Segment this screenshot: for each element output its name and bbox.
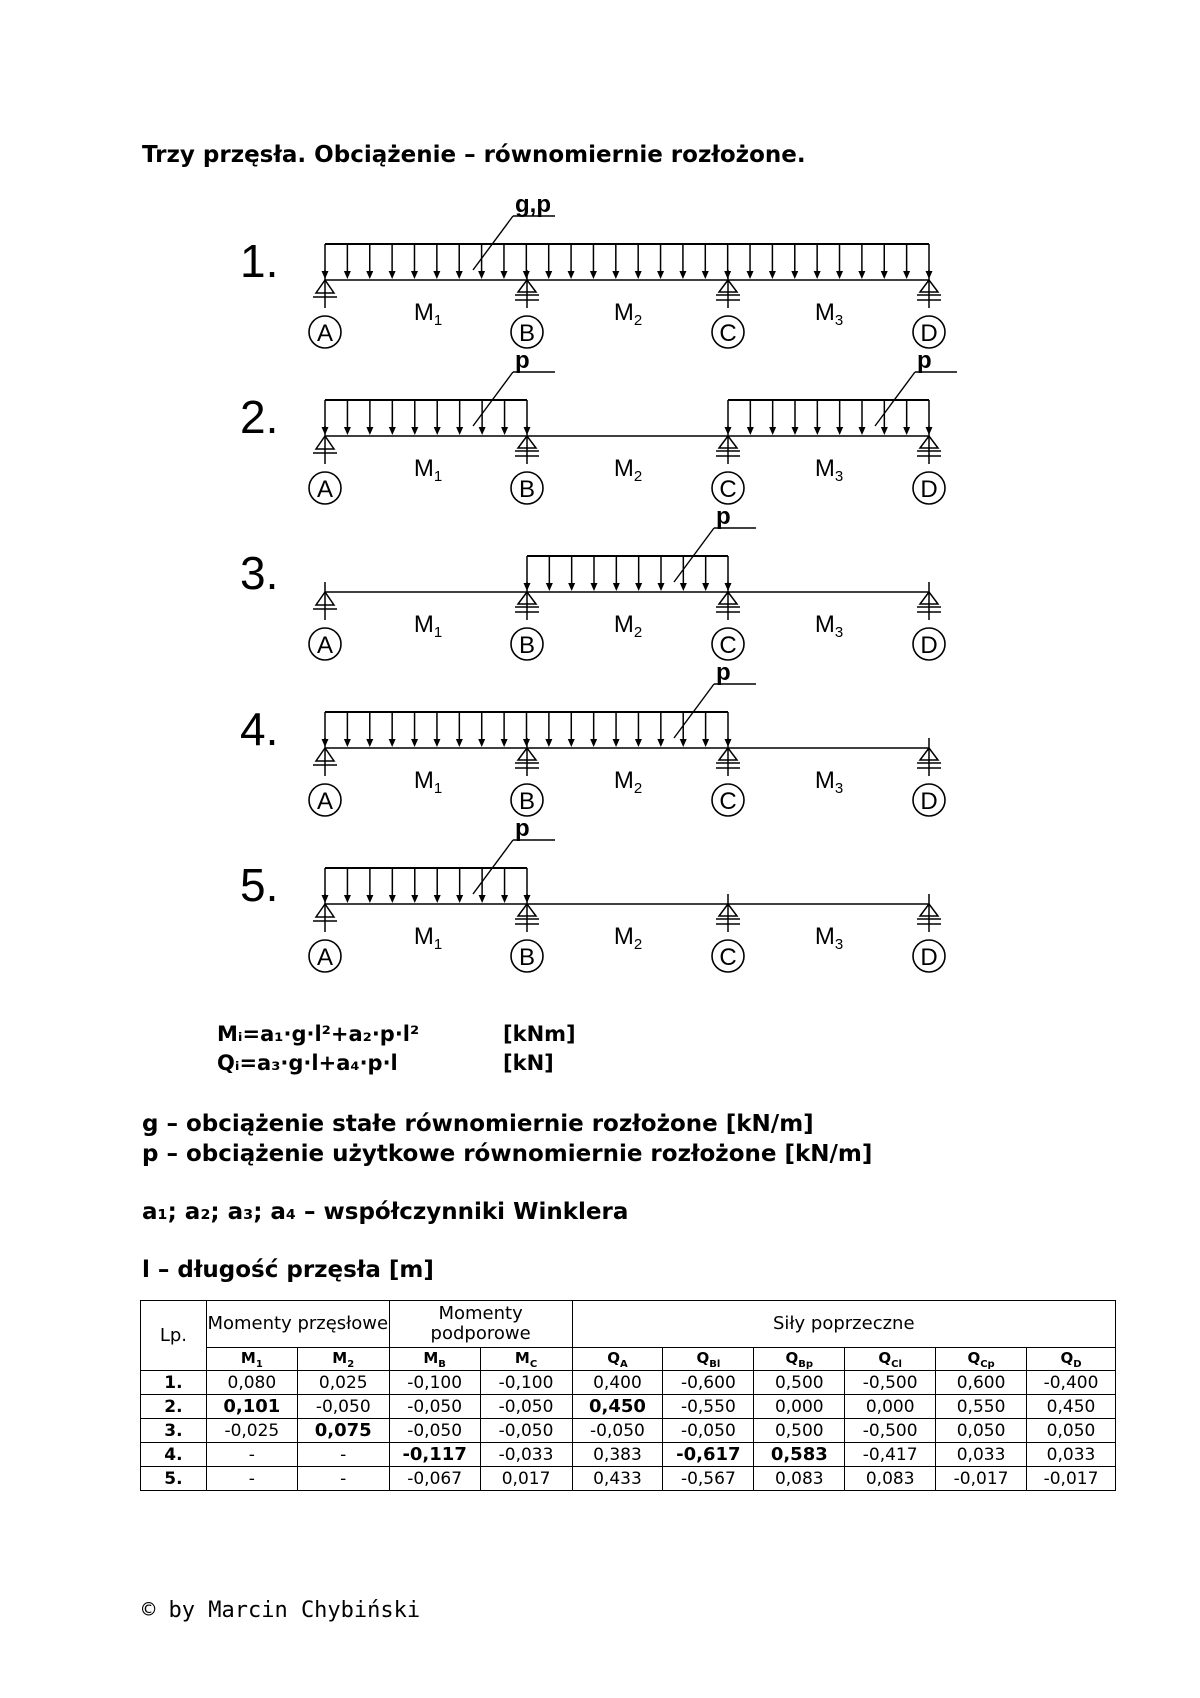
definition-l: l – długość przęsła [m] (142, 1257, 434, 1283)
col-mc: $M_C$ (480, 1348, 572, 1371)
scheme-number: 2. (240, 391, 279, 443)
load-arrow-head (612, 271, 619, 279)
load-arrow-head (322, 271, 329, 279)
load-arrow-head (724, 271, 731, 279)
col-qcl: $Q_{Cl}$ (845, 1348, 936, 1371)
load-arrow-head (926, 271, 933, 279)
span-moment-label: $M_2$ (613, 767, 643, 797)
load-arrow-head (613, 583, 620, 591)
table-cell: -0,017 (1027, 1467, 1116, 1491)
table-cell: 0,400 (572, 1371, 663, 1395)
table-cell: - (206, 1443, 297, 1467)
span-moment-label: $M_1$ (413, 455, 443, 485)
table-cell: 0,383 (572, 1443, 663, 1467)
table-cell: 0,000 (845, 1395, 936, 1419)
moment-formula: Mᵢ=a₁·g·l²+a₂·p·l² (217, 1022, 420, 1046)
definition-p: p – obciążenie użytkowe równomiernie rozłożone [kN/m] (142, 1141, 873, 1167)
support-label-c: C (719, 788, 737, 815)
definition-winkler: a₁; a₂; a₃; a₄ – współczynniki Winklera (142, 1199, 629, 1225)
page-title: Trzy przęsła. Obciążenie – równomiernie rozłożone. (142, 142, 806, 168)
span-moment-label: $M_3$ (814, 611, 844, 641)
table-cell: 0,050 (936, 1419, 1027, 1443)
load-label: g,p (515, 191, 551, 218)
support-label-d: D (920, 320, 938, 347)
load-arrow-head (434, 427, 441, 435)
load-label: p (917, 347, 932, 374)
load-arrow-head (568, 271, 575, 279)
load-arrow-head (635, 739, 642, 747)
table-cell: 0,033 (1027, 1443, 1116, 1467)
load-arrow-head (725, 739, 732, 747)
load-arrow-head (769, 427, 776, 435)
load-arrow-head (881, 271, 888, 279)
load-arrow-head (500, 271, 507, 279)
load-arrow-head (524, 427, 531, 435)
load-arrow-head (434, 895, 441, 903)
load-arrow-head (545, 271, 552, 279)
load-arrow-head (456, 427, 463, 435)
table-cell: 0,450 (572, 1395, 663, 1419)
row-number: 2. (141, 1395, 207, 1419)
table-cell: -0,500 (845, 1371, 936, 1395)
load-arrow-head (814, 427, 821, 435)
table-cell: 0,433 (572, 1467, 663, 1491)
support-moments-header: Momenty podporowe (389, 1301, 572, 1348)
span-moment-label: $M_2$ (613, 611, 643, 641)
col-qbl: $Q_{Bl}$ (663, 1348, 754, 1371)
span-moment-label: $M_3$ (814, 923, 844, 953)
load-arrow-head (501, 895, 508, 903)
table-cell: 0,101 (206, 1395, 297, 1419)
support-label-d: D (920, 632, 938, 659)
load-arrow-head (702, 739, 709, 747)
load-arrow-head (836, 427, 843, 435)
span-moment-label: $M_1$ (413, 299, 443, 329)
load-arrow-head (344, 271, 351, 279)
table-cell: 0,583 (754, 1443, 845, 1467)
load-arrow-head (858, 271, 865, 279)
table-cell: -0,067 (389, 1467, 480, 1491)
load-arrow-head (657, 271, 664, 279)
load-arrow-head (411, 271, 418, 279)
load-arrow-head (389, 427, 396, 435)
load-arrow-head (792, 427, 799, 435)
table-cell: -0,017 (936, 1467, 1027, 1491)
span-moment-label: $M_3$ (814, 299, 844, 329)
table-cell: -0,050 (480, 1395, 572, 1419)
load-label: p (716, 503, 731, 530)
load-arrow-head (478, 739, 485, 747)
load-arrow-head (568, 739, 575, 747)
load-arrow-head (791, 271, 798, 279)
table-cell: 0,083 (754, 1467, 845, 1491)
table-cell: -0,050 (389, 1395, 480, 1419)
load-arrow-head (545, 739, 552, 747)
table-cell: -0,417 (845, 1443, 936, 1467)
load-arrow-head (747, 271, 754, 279)
table-cell: -0,100 (480, 1371, 572, 1395)
table-row (141, 1371, 1116, 1395)
load-arrow-head (680, 739, 687, 747)
load-arrow-head (568, 583, 575, 591)
load-arrow-head (546, 583, 553, 591)
table-cell: -0,033 (480, 1443, 572, 1467)
table-cell: -0,400 (1027, 1371, 1116, 1395)
support-label-c: C (719, 320, 737, 347)
table-cell: -0,050 (572, 1419, 663, 1443)
load-arrow-head (903, 271, 910, 279)
copyright-footer: © by Marcin Chybiński (142, 1598, 421, 1623)
load-arrow-head (344, 739, 351, 747)
load-label: p (515, 815, 530, 842)
table-cell: -0,550 (663, 1395, 754, 1419)
table-cell: - (297, 1443, 389, 1467)
load-arrow-head (344, 895, 351, 903)
load-arrow-head (613, 739, 620, 747)
table-cell: -0,050 (480, 1419, 572, 1443)
load-arrow-head (523, 739, 530, 747)
load-arrow-head (658, 583, 665, 591)
table-cell: 0,600 (936, 1371, 1027, 1395)
support-label-d: D (920, 944, 938, 971)
table-cell: -0,050 (663, 1419, 754, 1443)
load-arrow-head (456, 895, 463, 903)
support-label-b: B (518, 944, 536, 971)
table-cell: 0,025 (297, 1371, 389, 1395)
support-label-b: B (518, 788, 536, 815)
table-row (141, 1419, 1116, 1443)
col-qd: $Q_D$ (1027, 1348, 1116, 1371)
support-label-a: A (316, 320, 334, 347)
shear-forces-header: Siły poprzeczne (572, 1301, 1116, 1348)
load-arrow-head (747, 427, 754, 435)
table-cell: -0,117 (389, 1443, 480, 1467)
load-arrow-head (456, 271, 463, 279)
table-cell: 0,000 (754, 1395, 845, 1419)
table-cell: 0,033 (936, 1443, 1027, 1467)
row-number: 3. (141, 1419, 207, 1443)
load-arrow-head (501, 427, 508, 435)
load-arrow-head (433, 739, 440, 747)
table-cell: -0,600 (663, 1371, 754, 1395)
load-label: p (716, 659, 731, 686)
scheme-number: 3. (240, 547, 279, 599)
support-label-a: A (316, 788, 334, 815)
table-cell: 0,050 (1027, 1419, 1116, 1443)
table-cell: - (206, 1467, 297, 1491)
load-arrow-head (479, 427, 486, 435)
load-arrow-head (725, 583, 732, 591)
load-arrow-head (322, 739, 329, 747)
load-arrow-head (411, 739, 418, 747)
span-moment-label: $M_2$ (613, 455, 643, 485)
load-arrow-head (456, 739, 463, 747)
support-label-b: B (518, 320, 536, 347)
col-qcp: $Q_{Cp}$ (936, 1348, 1027, 1371)
table-cell: -0,617 (663, 1443, 754, 1467)
table-cell: 0,075 (297, 1419, 389, 1443)
load-arrow-head (389, 739, 396, 747)
load-arrow-head (679, 271, 686, 279)
span-moment-label: $M_3$ (814, 767, 844, 797)
table-cell: -0,100 (389, 1371, 480, 1395)
load-arrow-head (881, 427, 888, 435)
table-cell: 0,500 (754, 1371, 845, 1395)
col-m1: $M_1$ (206, 1348, 297, 1371)
col-mb: $M_B$ (389, 1348, 480, 1371)
table-cell: -0,500 (845, 1419, 936, 1443)
row-number: 5. (141, 1467, 207, 1491)
load-arrow-head (344, 427, 351, 435)
table-row (141, 1443, 1116, 1467)
support-label-d: D (920, 476, 938, 503)
load-arrow-head (322, 427, 329, 435)
load-arrow-head (836, 271, 843, 279)
table-cell: 0,083 (845, 1467, 936, 1491)
moment-unit: [kNm] (503, 1022, 576, 1046)
row-number: 4. (141, 1443, 207, 1467)
load-arrow-head (903, 427, 910, 435)
scheme-number: 4. (240, 703, 279, 755)
load-arrow-head (366, 271, 373, 279)
load-arrow-head (433, 271, 440, 279)
load-arrow-head (389, 271, 396, 279)
support-label-a: A (316, 944, 334, 971)
table-row (141, 1395, 1116, 1419)
row-number: 1. (141, 1371, 207, 1395)
support-label-d: D (920, 788, 938, 815)
load-arrow-head (366, 895, 373, 903)
load-arrow-head (680, 583, 687, 591)
table-body (141, 1371, 1116, 1491)
load-arrow-head (769, 271, 776, 279)
shear-unit: [kN] (503, 1051, 554, 1075)
load-arrow-head (411, 427, 418, 435)
span-moment-label: $M_2$ (613, 299, 643, 329)
load-label: p (515, 347, 530, 374)
span-moment-label: $M_1$ (413, 611, 443, 641)
shear-formula: Qᵢ=a₃·g·l+a₄·p·l (217, 1051, 398, 1075)
load-arrow-head (591, 583, 598, 591)
lp-header: Lp. (141, 1301, 207, 1371)
col-qbp: $Q_{Bp}$ (754, 1348, 845, 1371)
span-moment-label: $M_1$ (413, 767, 443, 797)
load-arrow-head (635, 271, 642, 279)
load-arrow-head (524, 583, 531, 591)
load-arrow-head (702, 583, 709, 591)
load-arrow-head (926, 427, 933, 435)
table-cell: -0,050 (297, 1395, 389, 1419)
scheme-number: 5. (240, 859, 279, 911)
load-arrow-head (411, 895, 418, 903)
table-cell: - (297, 1467, 389, 1491)
table-row (141, 1467, 1116, 1491)
table-cell: 0,080 (206, 1371, 297, 1395)
load-arrow-head (523, 271, 530, 279)
table-cell: -0,050 (389, 1419, 480, 1443)
col-m2: $M_2$ (297, 1348, 389, 1371)
winkler-coefficients-table (140, 1300, 1116, 1491)
definition-g: g – obciążenie stałe równomiernie rozłożone [kN/m] (142, 1111, 814, 1137)
table-cell: 0,550 (936, 1395, 1027, 1419)
span-moment-label: $M_2$ (613, 923, 643, 953)
load-arrow-head (702, 271, 709, 279)
load-arrow-head (501, 739, 508, 747)
load-arrow-head (366, 427, 373, 435)
support-label-b: B (518, 632, 536, 659)
load-arrow-head (635, 583, 642, 591)
load-arrow-head (859, 427, 866, 435)
support-label-b: B (518, 476, 536, 503)
load-arrow-head (322, 895, 329, 903)
table-cell: 0,017 (480, 1467, 572, 1491)
col-qa: $Q_A$ (572, 1348, 663, 1371)
load-arrow-head (725, 427, 732, 435)
load-arrow-head (389, 895, 396, 903)
scheme-number: 1. (240, 235, 279, 287)
support-label-c: C (719, 632, 737, 659)
span-moment-label: $M_1$ (413, 923, 443, 953)
span-moments-header: Momenty przęsłowe (206, 1301, 389, 1348)
support-label-c: C (719, 944, 737, 971)
table-cell: 0,450 (1027, 1395, 1116, 1419)
load-arrow-head (590, 271, 597, 279)
support-label-c: C (719, 476, 737, 503)
load-arrow-head (366, 739, 373, 747)
support-label-a: A (316, 632, 334, 659)
load-arrow-head (657, 739, 664, 747)
load-arrow-head (478, 271, 485, 279)
span-moment-label: $M_3$ (814, 455, 844, 485)
table-cell: -0,567 (663, 1467, 754, 1491)
load-arrow-head (479, 895, 486, 903)
load-arrow-head (814, 271, 821, 279)
table-cell: 0,500 (754, 1419, 845, 1443)
table-cell: -0,025 (206, 1419, 297, 1443)
support-label-a: A (316, 476, 334, 503)
load-arrow-head (524, 895, 531, 903)
load-arrow-head (590, 739, 597, 747)
